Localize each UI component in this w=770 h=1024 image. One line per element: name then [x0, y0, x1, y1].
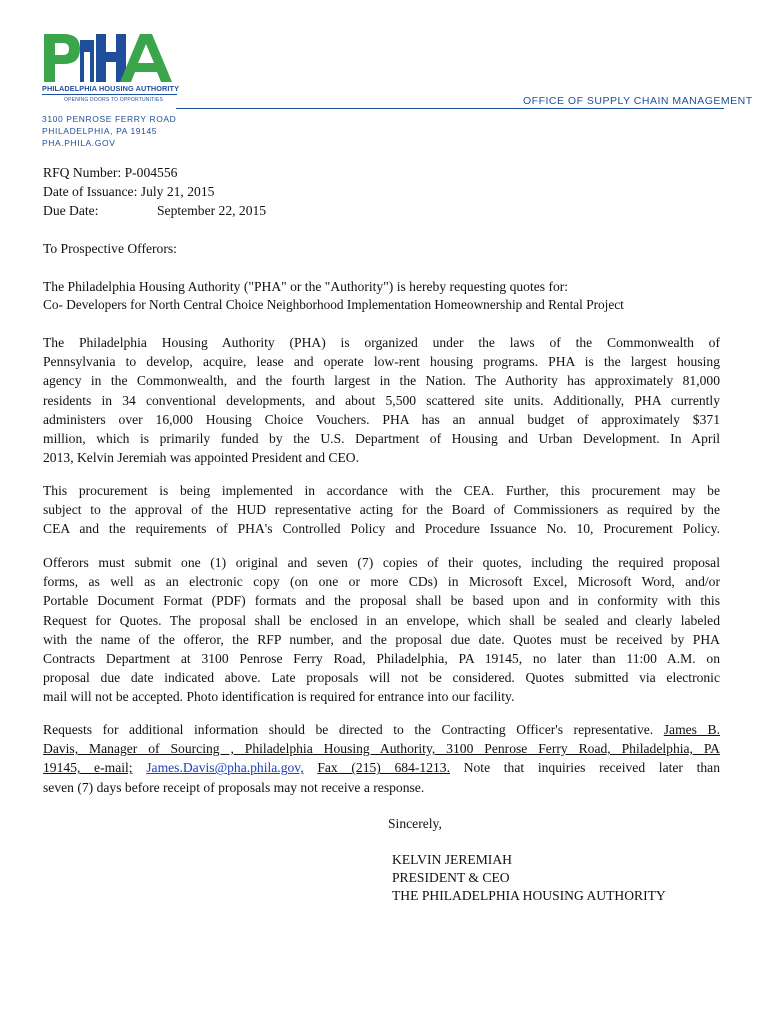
office-title: OFFICE OF SUPPLY CHAIN MANAGEMENT	[523, 95, 753, 107]
logo-divider	[42, 94, 177, 95]
logo-tagline: OPENING DOORS TO OPPORTUNITIES	[64, 97, 164, 103]
paragraph-line: Contracts Department at 3100 Penrose Ferry Road, Philadelphia, PA 19145, no later than 11:00 A.M. on	[43, 651, 720, 667]
paragraph-line: Portable Document Format (PDF) formats and the proposal shall be based upon and in conformity with this	[43, 593, 720, 609]
rfq-number	[43, 164, 177, 182]
contact-zip: 19145, e-mail;	[43, 760, 133, 776]
closing: Sincerely,	[388, 816, 442, 831]
paragraph-line	[43, 720, 720, 739]
logo-organization-name: PHILADELPHIA HOUSING AUTHORITY	[42, 84, 180, 93]
contact-address: Davis, Manager of Sourcing , Philadelphia Housing Authority, 3100 Penrose Ferry Road, Philadelphia, PA	[43, 741, 720, 757]
issuance-date	[43, 183, 214, 201]
intro-line-1: The Philadelphia Housing Authority ("PHA" or the "Authority") is hereby requesting quotes for:	[43, 279, 569, 294]
salutation: To Prospective Offerors:	[43, 241, 177, 256]
paragraph-line	[43, 758, 720, 777]
paragraph-line: with the name of the offeror, the RFP number, and the proposal due date. Quotes must be received by PHA	[43, 631, 720, 647]
paragraph-line: Pennsylvania to develop, acquire, lease and operate low-rent housing programs. PHA is the largest housing	[43, 354, 720, 370]
contact-email-link[interactable]: James.Davis@pha.phila.gov,	[146, 760, 304, 776]
rfq-number-label: RFQ Number:	[43, 165, 122, 180]
paragraph-line: Request for Quotes. The proposal shall be enclosed in an envelope, which shall be sealed and clearly labeled	[43, 612, 720, 628]
paragraph-submission	[43, 553, 720, 707]
due-date-value: September 22, 2015	[157, 203, 267, 218]
header-divider	[176, 108, 724, 109]
paragraph-line: forms, as well as an electronic copy (on one or more CDs) in Microsoft Excel, Microsoft Word, and/or	[43, 574, 720, 590]
signer-organization: THE PHILADELPHIA HOUSING AUTHORITY	[392, 888, 666, 903]
website: PHA.PHILA.GOV	[42, 138, 116, 148]
paragraph-line: seven (7) days before receipt of proposals may not receive a response.	[43, 779, 425, 795]
paragraph-about-pha	[43, 333, 720, 467]
issuance-date-value: July 21, 2015	[140, 184, 215, 199]
paragraph-line: The Philadelphia Housing Authority (PHA) is organized under the laws of the Commonwealth of	[43, 335, 720, 350]
paragraph-line: agency in the Commonwealth, and the fourth largest in the Nation. The Authority has approximately 81,000	[43, 373, 720, 389]
paragraph-line: Offerors must submit one (1) original and seven (7) copies of their quotes, including the required proposal	[43, 555, 720, 570]
paragraph-line: residents in 34 conventional developments, and about 5,500 scattered site units. Additionally, PHA currently	[43, 392, 720, 408]
issuance-date-label: Date of Issuance:	[43, 184, 138, 199]
paragraph-procurement	[43, 481, 720, 539]
signer-name: KELVIN JEREMIAH	[392, 852, 512, 867]
paragraph-line: proposal due date indicated above. Late proposals will not be considered. Quotes submitted via electronic	[43, 670, 720, 686]
due-date-label: Due Date:	[43, 203, 99, 218]
address-line-2: PHILADELPHIA, PA 19145	[42, 126, 158, 136]
contact-name: James B.	[663, 722, 720, 737]
project-title: Co- Developers for North Central Choice Neighborhood Implementation Homeownership and Rental Project	[43, 297, 624, 312]
paragraph-line: mail will not be accepted. Photo identification is required for entrance into our facility.	[43, 689, 515, 705]
paragraph-line: 2013, Kelvin Jeremiah was appointed President and CEO.	[43, 450, 359, 466]
paragraph-line: This procurement is being implemented in accordance with the CEA. Further, this procurement may be	[43, 483, 720, 498]
paragraph-line: subject to the approval of the HUD representative acting for the Board of Commissioners as required by the	[43, 502, 720, 518]
paragraph-contact	[43, 720, 720, 797]
signer-title: PRESIDENT & CEO	[392, 870, 510, 885]
rfq-number-value: P-004556	[124, 165, 178, 180]
contact-fax: Fax (215) 684-1213.	[317, 760, 450, 776]
address-line-1: 3100 PENROSE FERRY ROAD	[42, 114, 177, 124]
paragraph-line: million, which is primarily funded by the U.S. Department of Housing and Urban Development. In April	[43, 431, 720, 447]
paragraph-line: CEA and the requirements of PHA's Controlled Policy and Procedure Issuance No. 10, Procurement Policy.	[43, 521, 720, 537]
inquiry-note: Note that inquiries received later than	[463, 760, 721, 776]
contact-intro: Requests for additional information should be directed to the Contracting Officer's representative.	[43, 722, 654, 737]
paragraph-line: administers over 16,000 Housing Choice Vouchers. PHA has an annual budget of approximately $371	[43, 411, 720, 427]
